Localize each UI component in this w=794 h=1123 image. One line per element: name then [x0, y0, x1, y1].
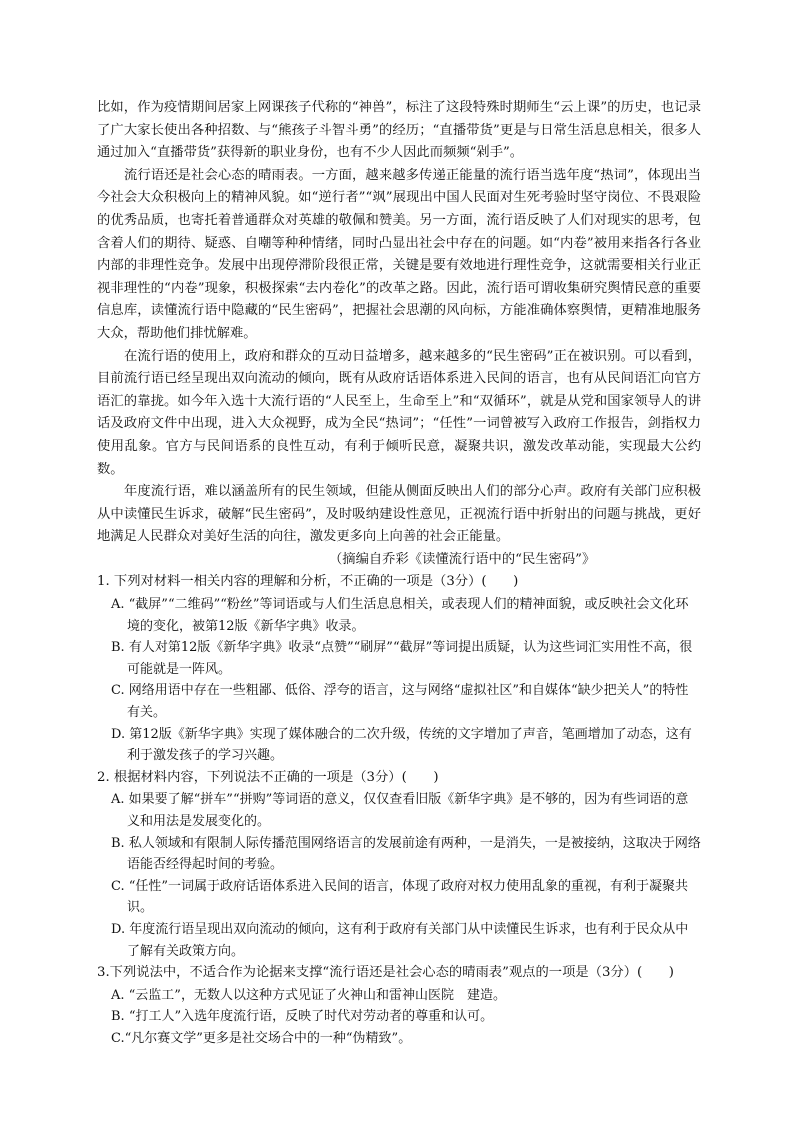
question-2 [97, 767, 701, 962]
answer-option-b: B. 私人领域和有限制人际传播范围网络语言的发展前途有两种，一是消失，一是被接纳，这取决于网络语能否经得起时间的考验。 [111, 835, 701, 873]
answer-option-b: B. 有人对第12版《新华字典》收录“点赞”“刷屏”“截屏”等词提出质疑，认为这些词汇实用性不高，很可能就是一阵风。 [111, 640, 693, 677]
article-paragraph: 在流行语的使用上，政府和群众的互动日益增多，越来越多的“民生密码”正在被识别。可以看到，目前流行语已经呈现出双向流动的倾向，既有从政府话语体系进入民间的语言，也有从民间语汇向官方语汇的靠拢。如今年入选十大流行语的“人民至上，生命至上”和“双循环”，就是从党和国家领导人的讲话及政府文件中出现，进入大众视野，成为全民“热词”；“任性”一词曾被写入政府工作报告，剑指权力使用乱象。官方与民间语系的良性互动，有利于倾听民意，凝聚共识，激发改革动能，实现最大公约数。 [97, 348, 701, 477]
article [97, 97, 701, 571]
question-stem: 1. 下列对材料一相关内容的理解和分析，不正确的一项是（3分）( ) [97, 574, 519, 590]
article-paragraph: 比如，作为疫情期间居家上网课孩子代称的“神兽”，标注了这段特殊时期师生“云上课”的历史，也记录了广大家长使出各种招数、与“熊孩子斗智斗勇”的经历；“直播带货”更是与日常生活息息相关，很多人通过加入“直播带货”获得新的职业身份，也有不少人因此而频频“剁手”。 [97, 100, 701, 161]
answer-option-c: C. 网络用语中存在一些粗鄙、低俗、浮夸的语言，这与网络“虚拟社区”和自媒体“缺少把关人”的特性有关。 [111, 683, 689, 721]
answer-option-c: C.“凡尔赛文学”更多是社交场合中的一种“伪精致”。 [111, 1030, 412, 1046]
answer-option-c: C. “任性”一词属于政府话语体系进入民间的语言，体现了政府对权力使用乱象的重视，有利于凝聚共识。 [111, 878, 689, 916]
article-source: （摘编自乔彩《读懂流行语中的“民生密码”》 [329, 551, 596, 567]
answer-option-a: A. “截屏”“二维码”“粉丝”等词语或与人们生活息息相关，或表现人们的精神面貌，或反映社会文化环境的变化，被第12版《新华字典》收录。 [111, 597, 689, 634]
question-stem: 3.下列说法中，不适合作为论据来支撑“流行语还是社会心态的晴雨表”观点的一项是（3分）( ) [97, 965, 674, 981]
article-paragraph: 流行语还是社会心态的晴雨表。一方面，越来越多传递正能量的流行语当选年度“热词”，体现出当今社会大众积极向上的精神风貌。如“逆行者”“飒”展现出中国人民面对生死考验时坚守岗位、不畏艰险的优秀品质，也寄托着普通群众对英雄的敬佩和赞美。另一方面，流行语反映了人们对现实的思考，包含着人们的期待、疑惑、自嘲等种种情绪，同时凸显出社会中存在的问题。如“内卷”被用来指各行各业内部的非理性竞争。发展中出现停滞阶段很正常，关键是要有效地进行理性竞争，这就需要相关行业正视非理性的“内卷”现象，积极探索“去内卷化”的改革之路。因此，流行语可谓收集研究舆情民意的重要信息库，读懂流行语中隐藏的“民生密码”，把握社会思潮的风向标，方能准确体察舆情，更精准地服务大众，帮助他们排忧解难。 [97, 167, 701, 341]
answer-option-d: D. 年度流行语呈现出双向流动的倾向，这有利于政府有关部门从中读懂民生诉求，也有利于民众从中了解有关政策方向。 [111, 921, 689, 959]
answer-option-b: B. “打工人”入选年度流行语，反映了时代对劳动者的尊重和认可。 [111, 1009, 494, 1025]
answer-option-a: A. 如果要了解“拼车”“拼购”等词语的意义，仅仅查看旧版《新华字典》是不够的，因为有些词语的意义和用法是发展变化的。 [111, 792, 689, 829]
document-page [97, 97, 701, 1050]
answer-option-d: D. 第12版《新华字典》实现了媒体融合的二次升级，传统的文字增加了声音，笔画增加了动态，这有利于激发孩子的学习兴趣。 [111, 726, 692, 764]
question-stem: 2. 根据材料内容，下列说法不正确的一项是（3分）( ) [97, 769, 439, 785]
article-paragraph: 年度流行语，难以涵盖所有的民生领域，但能从侧面反映出人们的部分心声。政府有关部门应积极从中读懂民生诉求，破解“民生密码”，及时吸纳建设性意见，正视流行语中折射出的问题与挑战，更好地满足人民群众对美好生活的向往，激发更多向上向善的社会正能量。 [97, 484, 701, 545]
question-1 [97, 571, 701, 766]
question-3 [97, 962, 701, 1049]
answer-option-a: A. “云监工”，无数人以这种方式见证了火神山和雷神山医院 建造。 [111, 987, 506, 1003]
